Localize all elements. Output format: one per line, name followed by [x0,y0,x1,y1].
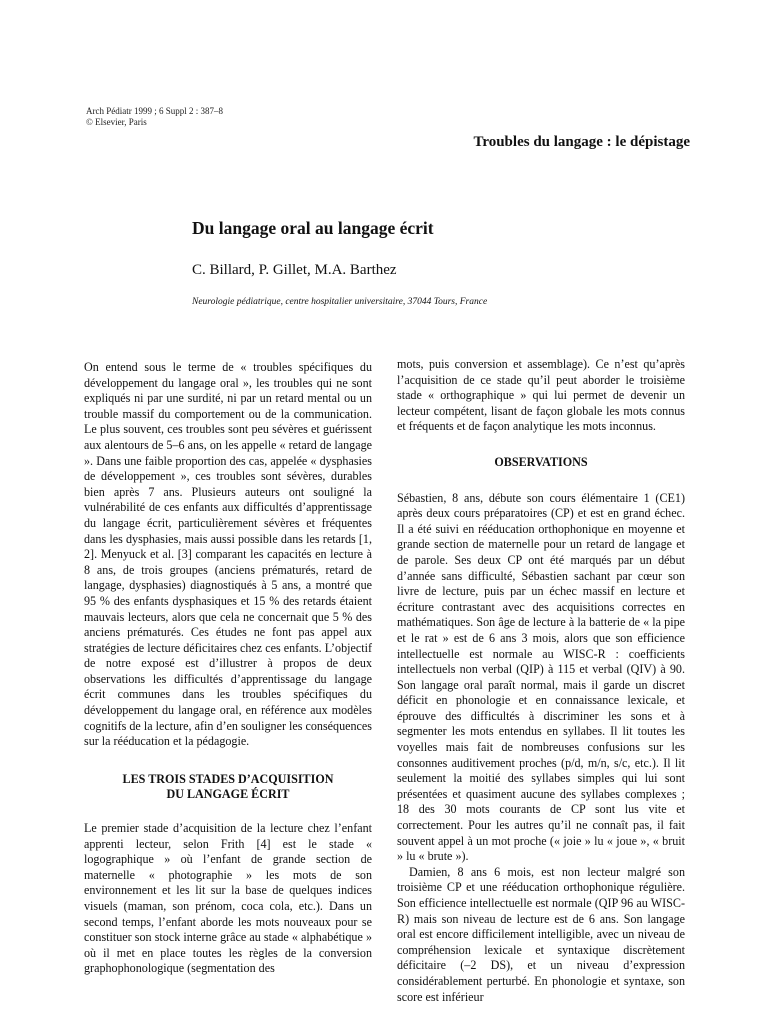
observation-damien: Damien, 8 ans 6 mois, est non lecteur malgré son troisième CP et une rééducation orthophonique régulière. Son efficience intellectuelle est normale (QIP 96 au WISC-R) mais son niveau de lecture est de 6 ans. Son langage oral est encore difficilement intelligible, avec un niveau de compréhension lexicale et syntaxique discrètement déficitaire (–2 DS), et un niveau d’expression considérablement perturbé. En phonologie et syntaxe, son score est inférieur [397,864,685,1004]
citation-line: Arch Pédiatr 1999 ; 6 Suppl 2 : 387–8 [86,106,223,116]
observation-sebastien: Sébastien, 8 ans, débute son cours élémentaire 1 (CE1) après deux cours préparatoires (CP) et est en grand échec. Il a été suivi en rééducation orthophonique en moyenne et grande section de maternelle pour un retard de langage et de parole. Ses deux CP ont été marqués par un début d’année sans difficulté, Sébastien sachant par cœur son livre de lecture, puis par un échec massif en lecture et écriture contrastant avec des acquisitions correctes en mathématiques. Son âge de lecture à la batterie de « la pipe et le rat » est de 6 ans 3 mois, alors que son efficience intellectuelle est normale au WISC-R : coefficients intellectuels non verbal (QIP) à 115 et verbal (QIV) à 90. Son langage oral paraît normal, mais il garde un discret déficit en phonologie et en connaissance lexicale, et éprouve des difficultés à discriminer les sons et à segmenter les mots entendus en syllabes. Il lit toutes les voyelles mais fait de nombreuses confusions sur les consonnes auditivement proches (p/d, m/n, s/c, etc.). Il lit seulement la moitié des syllabes simples qui lui sont présentées et quasiment aucune des syllabes complexes ; 18 des 30 mots courants de CP sont lus vite et correctement. Pour les autres qu’il ne connaît pas, il fait souvent appel à un mot proche (« joie » lu « joue », « bruit » lu « brute »). [397,490,685,864]
section-heading-observations: OBSERVATIONS [494,454,588,469]
heading-line: DU LANGAGE ÉCRIT [166,787,290,802]
section-heading-stages [84,772,372,803]
authors: C. Billard, P. Gillet, M.A. Barthez [192,262,397,278]
right-column [397,357,685,1005]
affiliation: Neurologie pédiatrique, centre hospitalier universitaire, 37044 Tours, France [192,297,488,307]
heading-line: LES TROIS STADES D’ACQUISITION [122,771,334,786]
intro-paragraph: On entend sous le terme de « troubles spécifiques du développement du langage oral », les troubles qui ne sont expliqués ni par une surdité, ni par un retard mental ou un trouble massif du comportement ou de la communication. Le plus souvent, ces troubles sont peu sévères et guérissent aux alentours de 5–6 ans, on les appelle « retard de langage ». Dans une faible proportion des cas, appelée « dysphasies de développement », ces troubles sont sévères, durables bien après 7 ans. Plusieurs auteurs ont souligné la vulnérabilité de ces enfants aux difficultés d’apprentissage du langage écrit, particulièrement sévères et fréquentes dans les dysphasies, mais aussi possible dans les retards [1, 2]. Menyuck et al. [3] comparant les capacités en lecture à 8 ans, de trois groupes (anciens prématurés, retard de langage, dysphasies) diagnostiqués à 5 ans, a montré que 95 % des enfants dysphasiques et 15 % des retards étaient mauvais lecteurs, alors que cela ne concernait que 5 % des anciens prématurés. Ces études ne font pas appel aux stratégies de lecture déficitaires chez ces enfants. L’objectif de notre exposé est d’illustrer à propos de deux observations les difficultés d’apprentissage du langage écrit communes dans les troubles spécifiques du développement du langage oral, en référence aux modèles cognitifs de la lecture, afin d’en souligner les conséquences sur la rééducation et la pédagogie. [84,360,372,749]
copyright-line: © Elsevier, Paris [86,117,147,127]
left-column [84,360,372,977]
section-title: Troubles du langage : le dépistage [473,134,690,150]
continuation-paragraph: mots, puis conversion et assemblage). Ce n’est qu’après l’acquisition de ce stade qu’il peut aborder le troisième stade « orthographique » qui lui permet de devenir un lecteur compétent, lisant de façon globale les mots connus et fréquents et de façon analytique les mots inconnus. [397,357,685,434]
article-title: Du langage oral au langage écrit [192,218,434,238]
stages-paragraph: Le premier stade d’acquisition de la lecture chez l’enfant apprenti lecteur, selon Frith [4] est le stade « logographique » où l’enfant de grande section de maternelle « photographie » les mots de son environnement et les lit sur la base de quelques indices visuels (maman, son prénom, coca cola, etc.). Dans un second temps, l’enfant aborde les mots nouveaux pour se constituer son stock interne grâce au stade « alphabétique » où il met en place toutes les règles de la conversion graphophonologique (segmentation des [84,821,372,976]
journal-citation [86,106,223,128]
